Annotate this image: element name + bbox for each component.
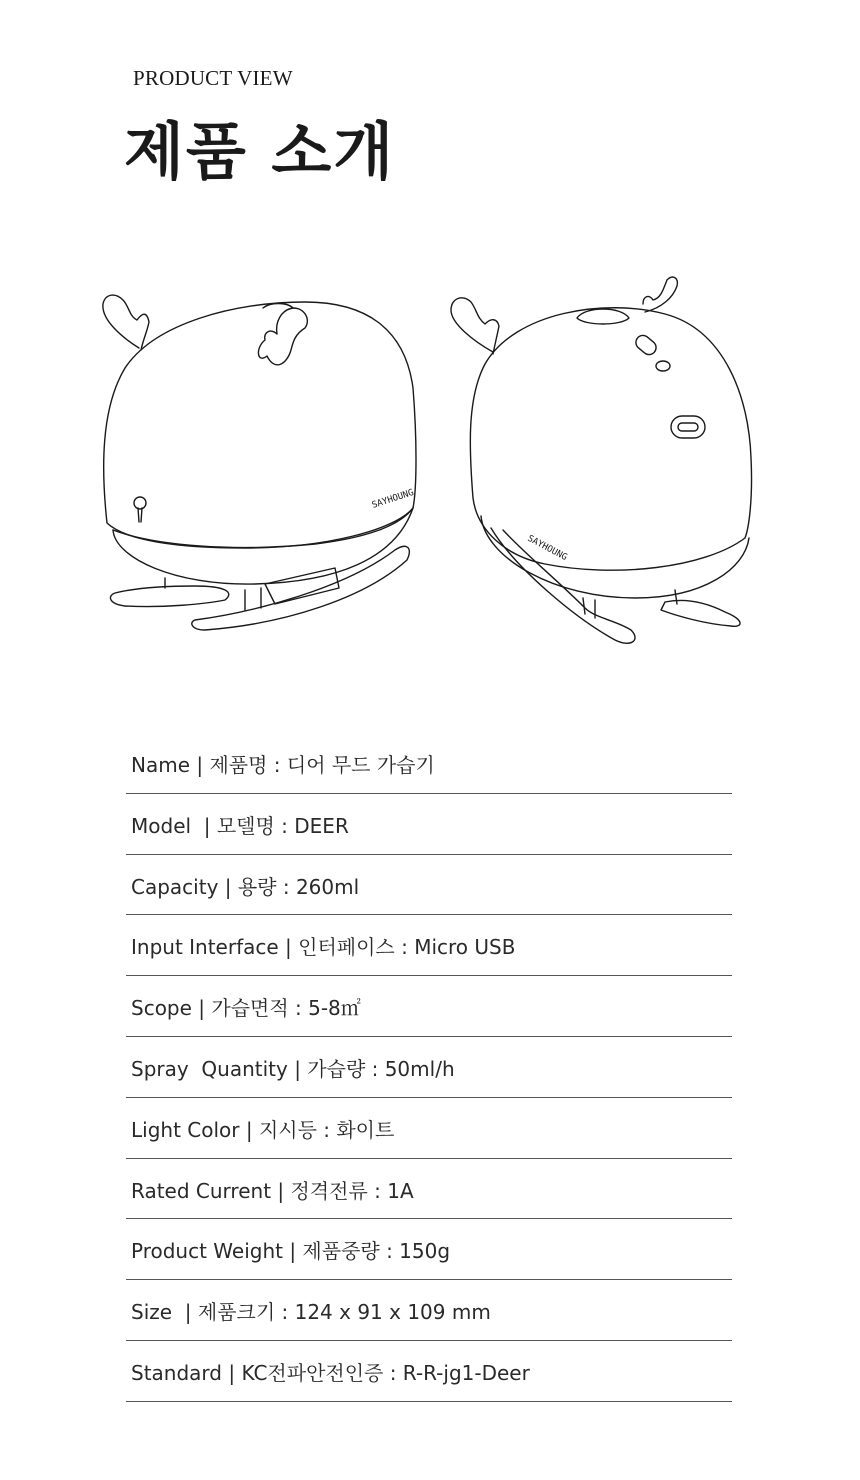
front-right-ski bbox=[192, 546, 410, 630]
spec-row-capacity bbox=[126, 855, 732, 916]
back-power-button bbox=[633, 333, 659, 358]
front-view-humidifier bbox=[103, 295, 416, 630]
spec-row-model bbox=[126, 794, 732, 855]
back-top-vent bbox=[577, 309, 629, 324]
spec-text: Standard | KC전파안전인증 : R-R-jg1-Deer bbox=[131, 1360, 530, 1385]
spec-row-name bbox=[126, 733, 732, 794]
spec-text: Size | 제품크기 : 124 x 91 x 109 mm bbox=[131, 1300, 491, 1325]
back-right-ski bbox=[661, 600, 740, 626]
front-left-ski bbox=[110, 586, 228, 607]
spec-row-size bbox=[126, 1280, 732, 1341]
front-base bbox=[113, 508, 413, 584]
front-brand-label: SAYHOUNG bbox=[370, 487, 416, 511]
back-view-humidifier bbox=[451, 277, 752, 643]
spec-text: Spray Quantity | 가습량 : 50ml/h bbox=[131, 1056, 455, 1081]
front-left-antler bbox=[103, 295, 149, 350]
front-light-icon bbox=[134, 497, 146, 509]
spec-text: Model | 모델명 : DEER bbox=[131, 813, 349, 838]
back-left-antler bbox=[451, 298, 499, 354]
back-right-leg bbox=[675, 590, 677, 604]
back-indicator-button bbox=[656, 361, 670, 371]
spec-text: Name | 제품명 : 디어 무드 가습기 bbox=[131, 753, 435, 777]
front-right-antler bbox=[258, 308, 307, 365]
spec-row-scope bbox=[126, 976, 732, 1037]
front-center-leg bbox=[245, 588, 261, 610]
back-brand-label: SAYHOUNG bbox=[525, 533, 569, 564]
back-right-antler bbox=[643, 277, 677, 312]
spec-text: Light Color | 지시등 : 화이트 bbox=[131, 1117, 395, 1142]
spec-text: Input Interface | 인터페이스 : Micro USB bbox=[131, 935, 516, 960]
front-body bbox=[104, 302, 416, 548]
spec-row-input-interface bbox=[126, 915, 732, 976]
section-eyebrow: PRODUCT VIEW bbox=[133, 66, 293, 90]
back-usb-port bbox=[671, 416, 705, 438]
spec-row-product-weight bbox=[126, 1219, 732, 1280]
back-left-ski bbox=[491, 528, 635, 643]
spec-list bbox=[126, 733, 732, 1402]
spec-row-light-color bbox=[126, 1098, 732, 1159]
spec-text: Product Weight | 제품중량 : 150g bbox=[131, 1239, 451, 1264]
page-title: 제품 소개 bbox=[124, 115, 396, 188]
spec-row-rated-current bbox=[126, 1159, 732, 1220]
spec-text: Scope | 가습면적 : 5-8㎡ bbox=[131, 996, 361, 1021]
spec-row-spray-quantity bbox=[126, 1037, 732, 1098]
product-illustration bbox=[95, 268, 765, 658]
spec-text: Capacity | 용량 : 260ml bbox=[131, 874, 360, 899]
spec-text: Rated Current | 정격전류 : 1A bbox=[131, 1178, 414, 1203]
spec-row-standard bbox=[126, 1341, 732, 1402]
back-left-leg bbox=[583, 598, 595, 618]
back-body bbox=[470, 308, 751, 570]
